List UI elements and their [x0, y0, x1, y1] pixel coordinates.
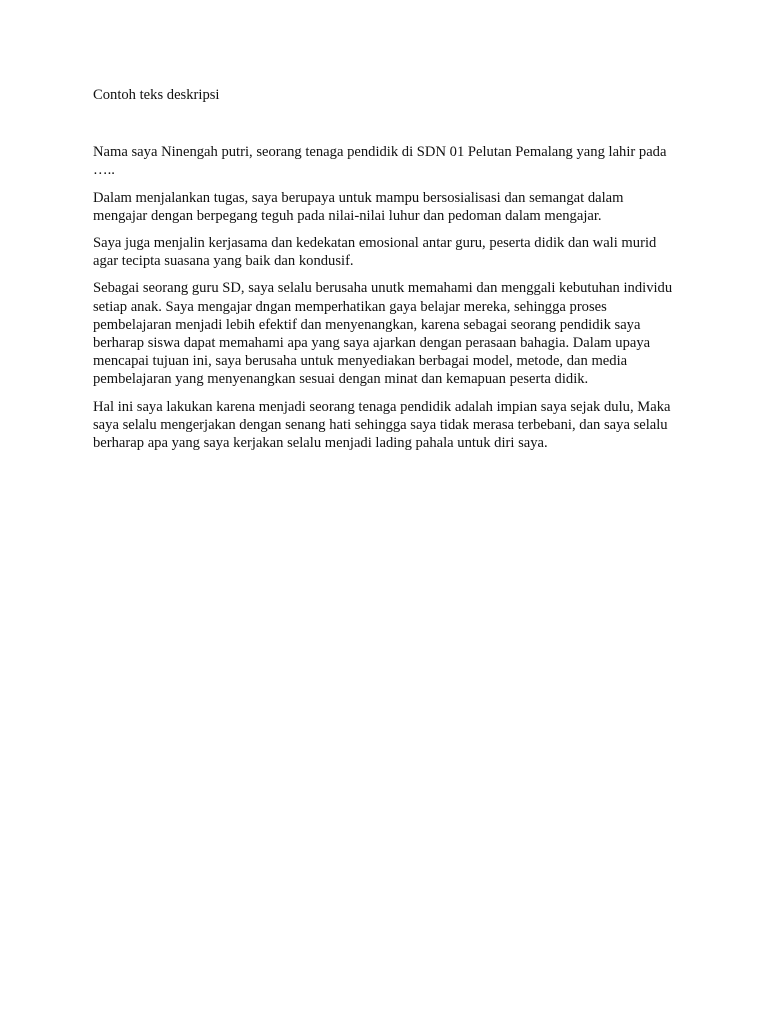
- paragraph-cooperation: Saya juga menjalin kerjasama dan kedekatan emosional antar guru, peserta didik dan wali murid agar tecipta suasana yang baik dan kondusif.: [93, 235, 657, 270]
- paragraph-duties: Dalam menjalankan tugas, saya berupaya untuk mampu bersosialisasi dan semangat dalam mengajar dengan berpegang teguh pada nilai-nilai luhur dan pedoman dalam mengajar.: [93, 189, 624, 224]
- document-title: Contoh teks deskripsi: [93, 87, 220, 103]
- paragraph-teaching: Sebagai seorang guru SD, saya selalu berusaha unutk memahami dan menggali kebutuhan individu setiap anak. Saya mengajar dngan memperhatikan gaya belajar mereka, sehingga proses pembelajaran menjadi lebih efektif dan menyenangkan, karena sebagai seorang pendidik saya berharap siswa dapat memahami apa yang saya ajarkan dengan perasaan bahagia. Dalam upaya mencapai tujuan ini, saya berusaha untuk menyediakan berbagai model, metode, dan media pembelajaran yang menyenangkan sesuai dengan minat dan kemapuan peserta didik.: [93, 280, 673, 388]
- paragraph-identity: Nama saya Ninengah putri, seorang tenaga pendidik di SDN 01 Pelutan Pemalang yang lahir pada …..: [93, 144, 667, 179]
- document-body: [93, 86, 678, 461]
- paragraph-motivation: Hal ini saya lakukan karena menjadi seorang tenaga pendidik adalah impian saya sejak dulu, Maka saya selalu mengerjakan dengan senang hati sehingga saya tidak merasa terbebani, dan saya selalu berharap apa yang saya kerjakan selalu menjadi lading pahala untuk diri saya.: [93, 398, 671, 452]
